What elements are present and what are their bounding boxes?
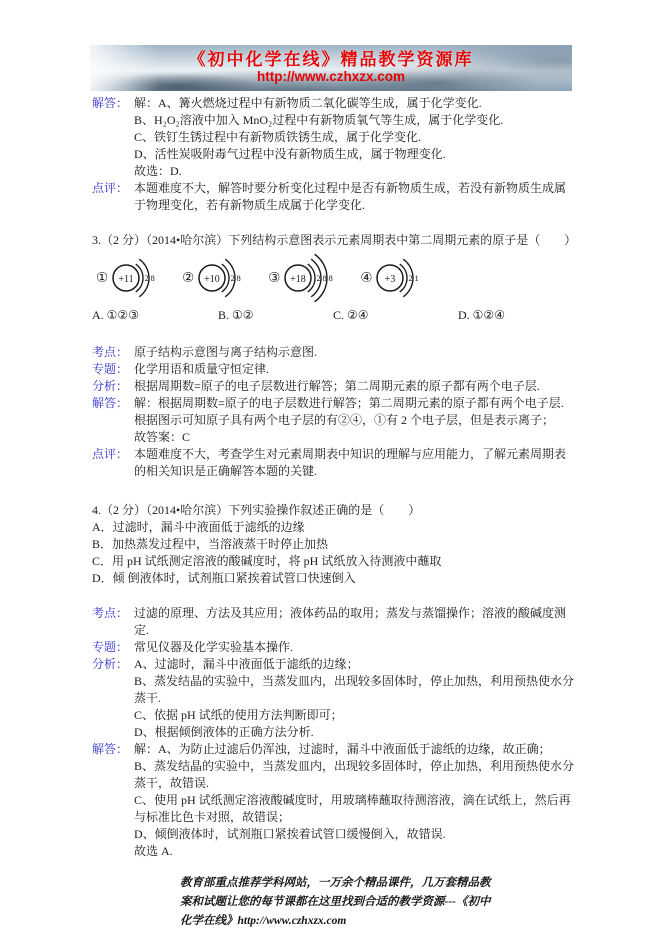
analysis-line: B、蒸发结晶的实验中，当蒸发皿内，出现较多固体时，停止加热，利用预热使水分蒸干.	[134, 674, 575, 705]
site-banner	[90, 45, 572, 91]
answer-line: B、H₂O₂溶液中加入 MnO₂过程中有新物质氧气等生成，属于化学变化.	[134, 113, 504, 127]
kaodian-text-q4: 过滤的原理、方法及其应用；液体药品的取用；蒸发与蒸馏操作；溶液的酸碱度测定.	[134, 606, 567, 637]
answer-line: 解：A、篝火燃烧过程中有新物质二氧化碳等生成，属于化学变化.	[134, 96, 482, 110]
svg-text:1: 1	[414, 273, 420, 284]
fenxi-block-q3	[92, 378, 575, 395]
label-jieda: 解答：	[92, 742, 129, 756]
svg-text:2: 2	[144, 273, 149, 284]
option-c	[333, 307, 458, 324]
zhuanti-block-q3	[92, 361, 575, 378]
svg-text:2: 2	[408, 273, 414, 284]
label-jieda: 解答：	[92, 396, 129, 410]
label-kaodian: 考点：	[92, 345, 129, 359]
jieda-text-q4	[134, 741, 575, 860]
dianping-text-q3: 本题难度不大，考查学生对元素周期表中知识的理解与应用能力，了解元素周期表的相关知识是正确解答本题的关键.	[134, 447, 567, 478]
jieda-block-q3	[92, 395, 575, 446]
atom-index: ③	[268, 269, 281, 286]
option-text: 用 pH 试纸测定溶液的酸碱度时，将 pH 试纸放入待测液中蘸取	[112, 554, 442, 568]
label-zhuanti: 专题：	[92, 362, 129, 376]
label-kaodian: 考点：	[92, 606, 129, 620]
dianping-text-q2: 本题难度不大，解答时要分析变化过程中是否有新物质生成，若没有新物质生成属于物理变化，若有新物质生成属于化学变化.	[134, 181, 567, 212]
svg-text:+18: +18	[290, 273, 307, 285]
option-a	[92, 307, 218, 324]
answer-line: 故答案：C	[134, 430, 191, 444]
answer-line: 故选 A.	[134, 844, 173, 858]
svg-text:8: 8	[236, 273, 241, 284]
atom-structure-drawing	[281, 251, 351, 305]
answer-line: 解：根据周期数=原子的电子层数进行解答；第二周期元素的原子都有两个电子层.	[134, 396, 564, 410]
answer-line: 根据图示可知原子具有两个电子层的有②④，①有 2 个电子层，但是表示离子；	[134, 413, 555, 427]
atom-index: ②	[182, 269, 195, 286]
option-label: B．	[92, 537, 113, 551]
option-b	[218, 307, 333, 324]
option-value: ①②④	[472, 308, 505, 322]
atom-diagram-2	[182, 251, 259, 305]
answer-line: B、蒸发结晶的实验中，当蒸发皿内，出现较多固体时，停止加热，利用预热使水分蒸干，故错误.	[134, 759, 575, 790]
jieda-text-q2	[134, 95, 575, 180]
option-label: D.	[458, 308, 470, 322]
question3-analysis	[92, 344, 575, 480]
atom-diagram-1	[96, 251, 173, 305]
question3-stem: 3.（2 分）（2014•哈尔滨）下列结构示意图表示元素周期表中第二周期元素的原子是（ ）	[92, 233, 577, 247]
svg-text:+3: +3	[385, 273, 396, 285]
kaodian-block-q4	[92, 605, 575, 639]
jieda-block-q2	[92, 95, 575, 180]
atomic-structure-diagrams	[96, 250, 575, 306]
label-dianping: 点评：	[92, 181, 129, 195]
option-value: ②④	[347, 308, 369, 322]
option-label: A.	[92, 308, 104, 322]
fenxi-block-q4	[92, 656, 575, 741]
answer-line: C、使用 pH 试纸测定溶液酸碱度时，用玻璃棒蘸取待测溶液，滴在试纸上，然后再与标准比色卡对照，故错误；	[134, 793, 571, 824]
analysis-line: C、依据 pH 试纸的使用方法判断即可；	[134, 708, 343, 722]
dianping-block-q2	[92, 180, 575, 214]
atom-index: ④	[360, 269, 373, 286]
option-value: ①②	[232, 308, 254, 322]
option-text: 倾 倒液体时，试剂瓶口紧挨着试管口快速倒入	[112, 571, 356, 585]
option-label: A．	[92, 520, 113, 534]
atom-index: ①	[96, 269, 109, 286]
atom-diagram-3	[268, 251, 351, 305]
option-label: D．	[92, 571, 113, 585]
fenxi-text-q3: 根据周期数=原子的电子层数进行解答；第二周期元素的原子都有两个电子层.	[134, 379, 540, 393]
banner-url-text: http://www.czhxzx.com	[256, 69, 405, 84]
jieda-text-q3	[134, 395, 575, 446]
svg-text:2: 2	[230, 273, 235, 284]
svg-text:+10: +10	[204, 273, 221, 285]
svg-text:8: 8	[322, 273, 328, 284]
svg-text:8: 8	[150, 273, 155, 284]
svg-text:2: 2	[316, 273, 322, 284]
analysis-line: A、过滤时，漏斗中液面低于滤纸的边缘；	[134, 657, 359, 671]
option-c	[92, 553, 575, 570]
label-fenxi: 分析：	[92, 657, 129, 671]
kaodian-text-q3: 原子结构示意图与离子结构示意图.	[134, 345, 318, 359]
option-text: 过滤时，漏斗中液面低于滤纸的边缘	[112, 520, 305, 534]
option-value: ①②③	[106, 308, 139, 322]
label-zhuanti: 专题：	[92, 640, 129, 654]
option-text: 加热蒸发过程中，当溶液蒸干时停止加热	[112, 537, 329, 551]
fenxi-text-q4	[134, 656, 575, 741]
banner-title: 《初中化学在线》精品教学资源库	[188, 50, 474, 69]
option-label: C.	[333, 308, 345, 322]
question4-stem: 4.（2 分）（2014•哈尔滨）下列实验操作叙述正确的是（ ）	[92, 503, 421, 517]
answer-line: C、铁钉生锈过程中有新物质铁锈生成，属于化学变化.	[134, 130, 422, 144]
atom-structure-drawing	[195, 251, 259, 305]
zhuanti-block-q4	[92, 639, 575, 656]
label-dianping: 点评：	[92, 447, 129, 461]
jieda-block-q4	[92, 741, 575, 860]
svg-text:+11: +11	[118, 273, 134, 285]
atom-diagram-4	[360, 251, 437, 305]
option-a	[92, 519, 575, 536]
atom-structure-drawing	[109, 251, 173, 305]
option-label: C．	[92, 554, 113, 568]
zhuanti-text-q4: 常见仪器及化学实验基本操作.	[134, 640, 294, 654]
question3-options	[92, 307, 575, 324]
answer-line: D、倾倒液体时，试剂瓶口紧挨着试管口缓慢倒入，故错误.	[134, 827, 446, 841]
footer-promo-text: 教育部重点推荐学科网站，一万余个精品课件，几万套精品教案和试题让您的每节课都在这里找到合适的教学资源---《初中化学在线》http://www.czhxzx.com	[180, 877, 491, 927]
question4-options	[92, 519, 575, 587]
analysis-line: D、根据倾倒液体的正确方法分析.	[134, 725, 314, 739]
answer-line: 故选：D.	[134, 164, 182, 178]
zhuanti-text-q3: 化学用语和质量守恒定律.	[134, 362, 270, 376]
svg-text:8: 8	[328, 273, 334, 284]
question4-analysis	[92, 605, 575, 860]
label-fenxi: 分析：	[92, 379, 129, 393]
option-label: B.	[218, 308, 230, 322]
dianping-block-q3	[92, 446, 575, 480]
atom-structure-drawing	[373, 251, 437, 305]
answer-line: D、活性炭吸附毒气过程中没有新物质生成，属于物理变化.	[134, 147, 446, 161]
label-jieda: 解答：	[92, 96, 129, 110]
document-body	[92, 95, 575, 931]
answer-line: 解：A、为防止过滤后仍浑浊，过滤时，漏斗中液面低于滤纸的边缘，故正确；	[134, 742, 551, 756]
option-d	[458, 307, 575, 324]
option-d	[92, 570, 575, 587]
option-b	[92, 536, 575, 553]
kaodian-block-q3	[92, 344, 575, 361]
